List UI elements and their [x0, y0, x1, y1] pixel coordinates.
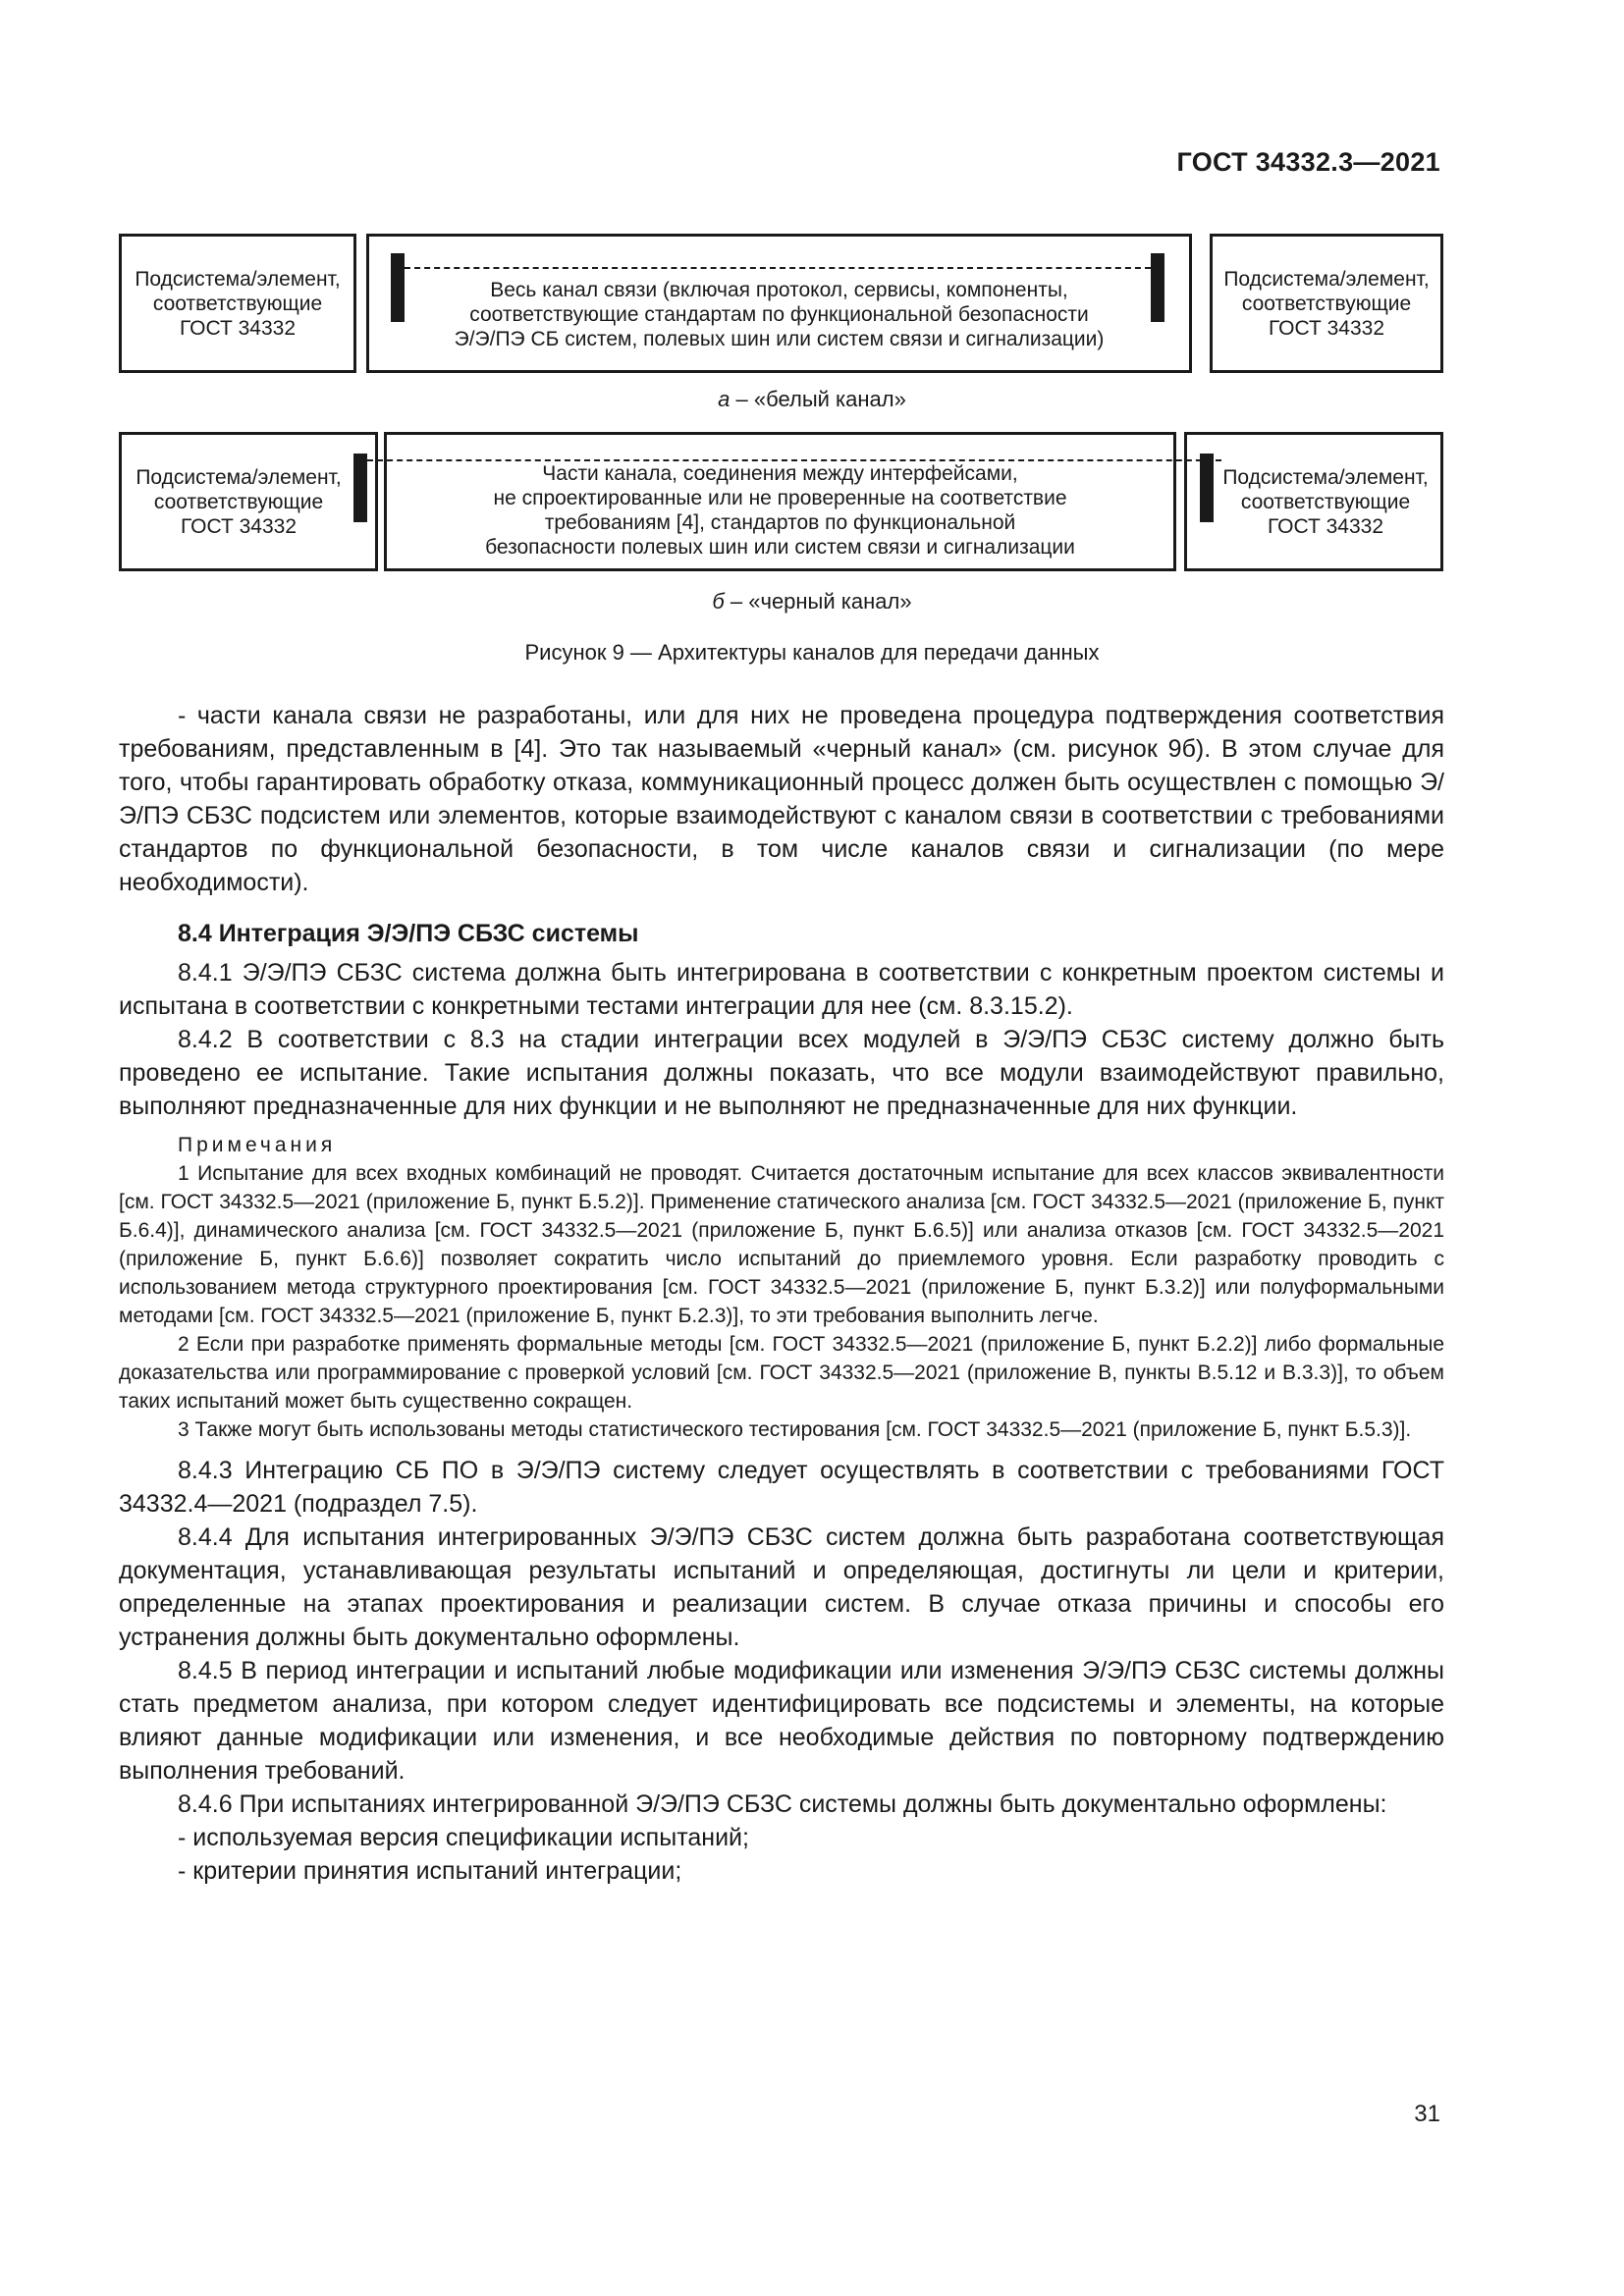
figure-title: Рисунок 9 — Архитектуры каналов для передачи данных: [524, 640, 1100, 665]
caption-letter-b: б: [712, 589, 725, 614]
list-item: - используемая версия спецификации испытаний;: [178, 1824, 749, 1851]
channel-endpoint-right: [1151, 253, 1164, 322]
channel-box: [366, 234, 1192, 373]
caption-letter-a: а: [718, 387, 731, 411]
channel-dashed-line: [405, 267, 1151, 269]
note-3: 3 Также могут быть использованы методы статистического тестирования [см. ГОСТ 34332.5—2021 (приложение Б, пункт Б.5.3)].: [178, 1418, 1412, 1441]
caption-text-b: – «черный канал»: [724, 589, 912, 614]
list-item: - критерии принятия испытаний интеграции;: [178, 1857, 682, 1885]
notes-title: Примечания: [178, 1134, 337, 1156]
channel-label: Весь канал связи (включая протокол, сервисы, компоненты, соответствующие стандартам по функциональной безопасности Э/Э/ПЭ СБ систем, полевых шин или систем связи и сигнализации): [454, 278, 1105, 350]
right-subsystem-label: Подсистема/элемент, соответствующие ГОСТ 34332: [1222, 465, 1429, 538]
caption-white-channel: [0, 387, 1624, 412]
paragraph-8-4-5: 8.4.5 В период интеграции и испытаний любые модификации или изменения Э/Э/ПЭ СБЗС системы должны стать предметом анализа, при котором следует идентифицировать все подсистемы и элементы, на которые влияют данные модификации или изменения, и все необходимые действия по повторному подтверждению выполнения требований.: [119, 1657, 1444, 1785]
intro-paragraph: - части канала связи не разработаны, или для них не проведена процедура подтверждения соответствия требованиям, представленным в [4]. Это так называемый «черный канал» (см. рисунок 9б). В этом случае для того, чтобы гарантировать обработку отказа, коммуникационный процесс должен быть осуществлен с помощью Э/Э/ПЭ СБЗС подсистем или элементов, которые взаимодействуют с каналом связи в соответствии с требованиями стандартов по функциональной безопасности, в том числе каналов связи и сигнализации (по мере необходимости).: [119, 702, 1444, 896]
left-subsystem-label: Подсистема/элемент, соответствующие ГОСТ 34332: [135, 267, 341, 340]
right-subsystem-box: [1210, 234, 1443, 373]
paragraph-8-4-3: 8.4.3 Интеграцию СБ ПО в Э/Э/ПЭ систему следует осуществлять в соответствии с требованиями ГОСТ 34332.4—2021 (подраздел 7.5).: [119, 1457, 1444, 1518]
channel-box: [384, 432, 1176, 571]
left-subsystem-box: [119, 234, 356, 373]
caption-text-a: – «белый канал»: [730, 387, 906, 411]
channel-endpoint-left: [353, 454, 367, 522]
left-subsystem-box: [119, 432, 378, 571]
right-subsystem-label: Подсистема/элемент, соответствующие ГОСТ 34332: [1223, 267, 1430, 340]
left-subsystem-label: Подсистема/элемент, соответствующие ГОСТ 34332: [135, 465, 342, 538]
section-heading: 8.4 Интеграция Э/Э/ПЭ СБЗС системы: [178, 920, 639, 947]
paragraph-8-4-6: 8.4.6 При испытаниях интегрированной Э/Э/ПЭ СБЗС системы должны быть документально оформлены:: [178, 1790, 1387, 1818]
channel-endpoint-left: [391, 253, 405, 322]
page-number: 31: [1414, 2101, 1440, 2127]
right-subsystem-box: [1184, 432, 1443, 571]
channel-endpoint-right: [1200, 454, 1214, 522]
channel-label: Части канала, соединения между интерфейсами, не спроектированные или не проверенные на соответствие требованиям [4], стандартов по функциональной безопасности полевых шин или систем связи и сигнализации: [485, 462, 1075, 559]
note-2: 2 Если при разработке применять формальные методы [см. ГОСТ 34332.5—2021 (приложение Б, пункт Б.2.2)] либо формальные доказательства или программирование с проверкой условий [см. ГОСТ 34332.5—2021 (приложение В, пункты В.5.12 и В.3.3)], то объем таких испытаний может быть существенно сокращен.: [119, 1333, 1444, 1413]
channel-dashed-line: [367, 459, 1221, 461]
main-text: [119, 699, 1444, 1888]
note-1: 1 Испытание для всех входных комбинаций не проводят. Считается достаточным испытание для всех классов эквивалентности [см. ГОСТ 34332.5—2021 (приложение Б, пункт Б.5.2)]. Применение статического анализа [см. ГОСТ 34332.5—2021 (приложение Б, пункт Б.6.4)], динамического анализа [см. ГОСТ 34332.5—2021 (приложение Б, пункт Б.6.5)] или анализа отказов [см. ГОСТ 34332.5—2021 (приложение Б, пункт Б.6.6)] позволяет сократить число испытаний до приемлемого уровня. Если разработку проводить с использованием метода структурного проектирования [см. ГОСТ 34332.5—2021 (приложение Б, пункт Б.3.2)] или полуформальными методами [см. ГОСТ 34332.5—2021 (приложение Б, пункт Б.2.3)], то эти требования выполнить легче.: [119, 1162, 1444, 1327]
paragraph-8-4-2: 8.4.2 В соответствии с 8.3 на стадии интеграции всех модулей в Э/Э/ПЭ СБЗС систему должно быть проведено ее испытание. Такие испытания должны показать, что все модули взаимодействуют правильно, выполняют предназначенные для них функции и не выполняют не предназначенные для них функции.: [119, 1026, 1444, 1120]
document-id-header: ГОСТ 34332.3—2021: [1176, 147, 1440, 177]
caption-black-channel: [0, 589, 1624, 614]
paragraph-8-4-1: 8.4.1 Э/Э/ПЭ СБЗС система должна быть интегрирована в соответствии с конкретным проектом системы и испытана в соответствии с конкретными тестами интеграции для нее (см. 8.3.15.2).: [119, 959, 1444, 1020]
paragraph-8-4-4: 8.4.4 Для испытания интегрированных Э/Э/ПЭ СБЗС систем должна быть разработана соответствующая документация, устанавливающая результаты испытаний и определяющая, достигнуты ли цели и критерии, определенные на этапах проектирования и реализации систем. В случае отказа причины и способы его устранения должны быть документально оформлены.: [119, 1523, 1444, 1651]
